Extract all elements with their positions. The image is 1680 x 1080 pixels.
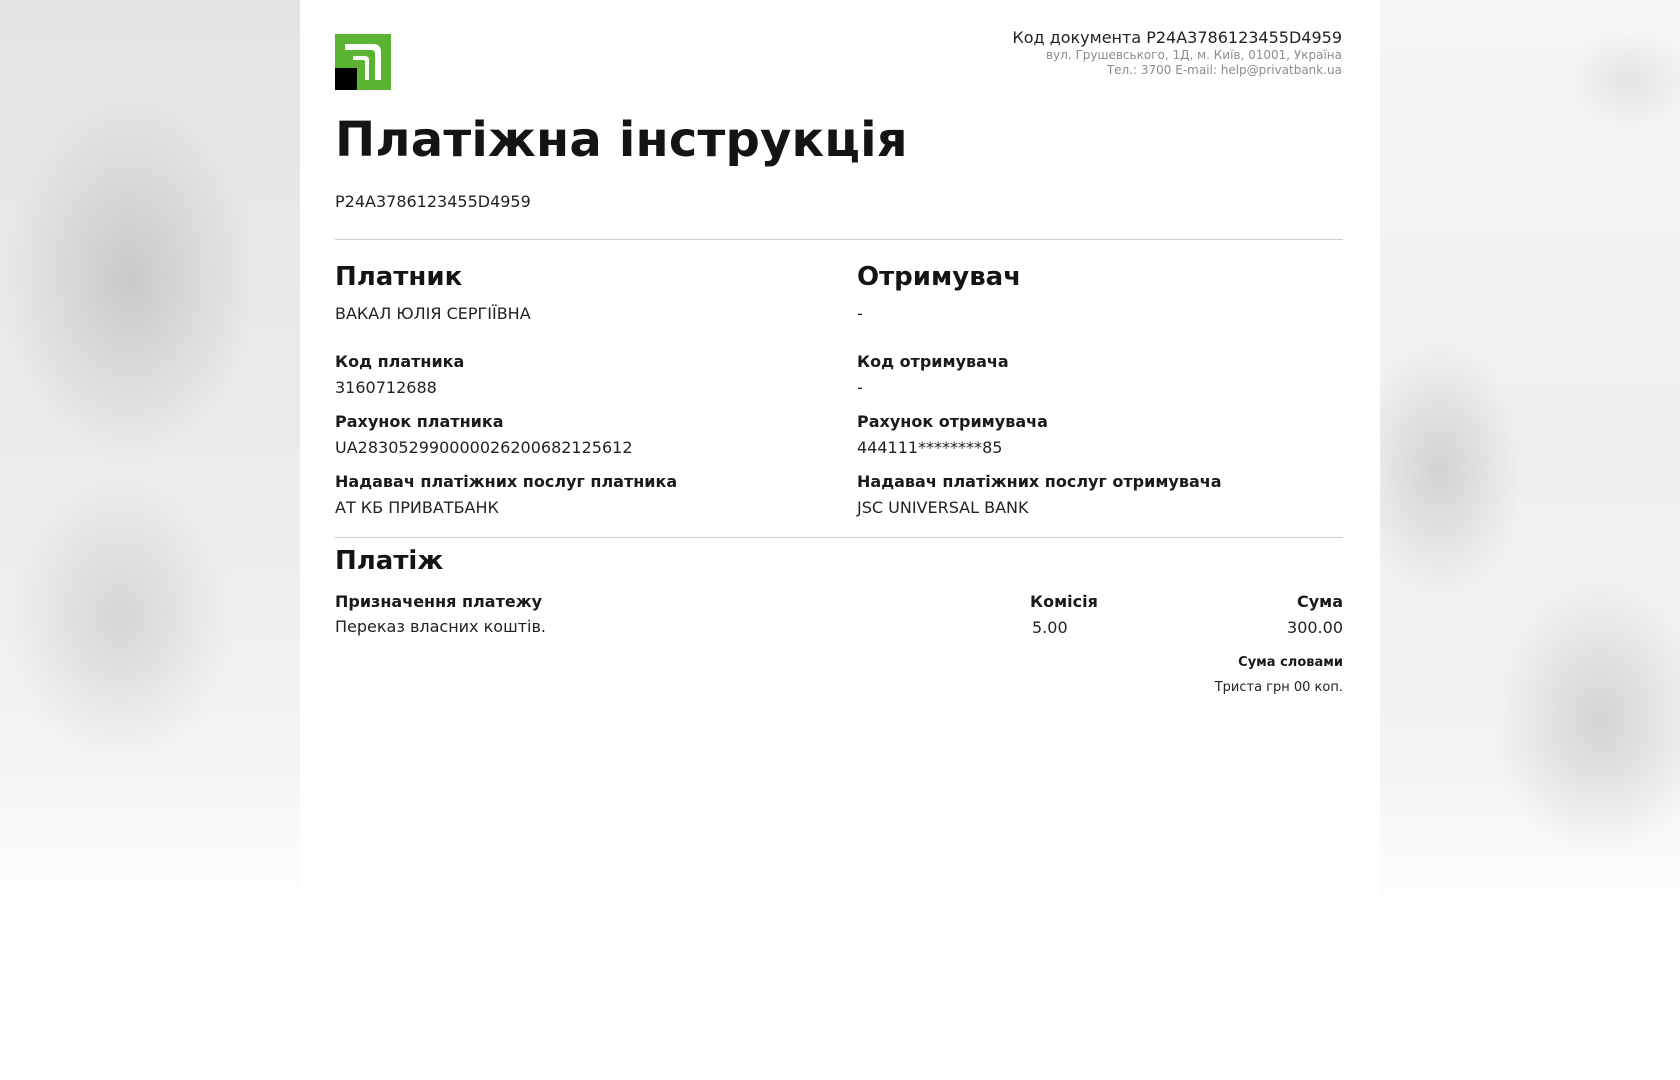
page-title: Платіжна інструкція: [335, 112, 908, 168]
payer-provider-label: Надавач платіжних послуг платника: [335, 472, 678, 491]
payer-code: 3160712688: [335, 378, 437, 397]
document-code: Код документа P24A3786123455D4959: [1012, 28, 1342, 47]
payment-fee: 5.00: [1032, 618, 1068, 637]
payment-purpose: Переказ власних коштів.: [335, 617, 546, 636]
payment-purpose-label: Призначення платежу: [335, 592, 543, 611]
payer-account: UA283052990000026200682125612: [335, 438, 633, 457]
recipient-code-label: Код отримувача: [857, 352, 1009, 371]
divider-top: [335, 239, 1343, 240]
payment-fee-label: Комісія: [1030, 592, 1098, 611]
amount-in-words: Триста грн 00 коп.: [1214, 680, 1343, 695]
payment-amount: 300.00: [1287, 618, 1343, 637]
bank-contacts: Тел.: 3700 E-mail: help@privatbank.ua: [1106, 63, 1342, 77]
recipient-account-label: Рахунок отримувача: [857, 412, 1048, 431]
document-reference: P24A3786123455D4959: [335, 192, 531, 211]
recipient-heading: Отримувач: [857, 262, 1022, 292]
recipient-code: -: [857, 378, 863, 397]
recipient-provider: JSC UNIVERSAL BANK: [857, 498, 1029, 517]
recipient-name: -: [857, 304, 863, 323]
bank-address: вул. Грушевського, 1Д, м. Київ, 01001, Україна: [1045, 48, 1342, 62]
payer-heading: Платник: [335, 262, 463, 292]
payer-name: ВАКАЛ ЮЛІЯ СЕРГІЇВНА: [335, 304, 531, 323]
bank-header-info: [1012, 28, 1342, 78]
privatbank-logo: [335, 34, 391, 90]
divider-middle: [335, 537, 1343, 538]
payer-code-label: Код платника: [335, 352, 465, 371]
recipient-provider-label: Надавач платіжних послуг отримувача: [857, 472, 1222, 491]
blurred-background-left: [0, 0, 300, 1080]
payment-amount-label: Сума: [1296, 592, 1343, 611]
payer-provider: АТ КБ ПРИВАТБАНК: [335, 498, 499, 517]
blurred-background-right: [1380, 0, 1680, 1080]
amount-in-words-label: Сума словами: [1238, 655, 1343, 670]
payment-heading: Платіж: [335, 546, 444, 576]
payer-account-label: Рахунок платника: [335, 412, 504, 431]
recipient-account: 444111********85: [857, 438, 1003, 457]
